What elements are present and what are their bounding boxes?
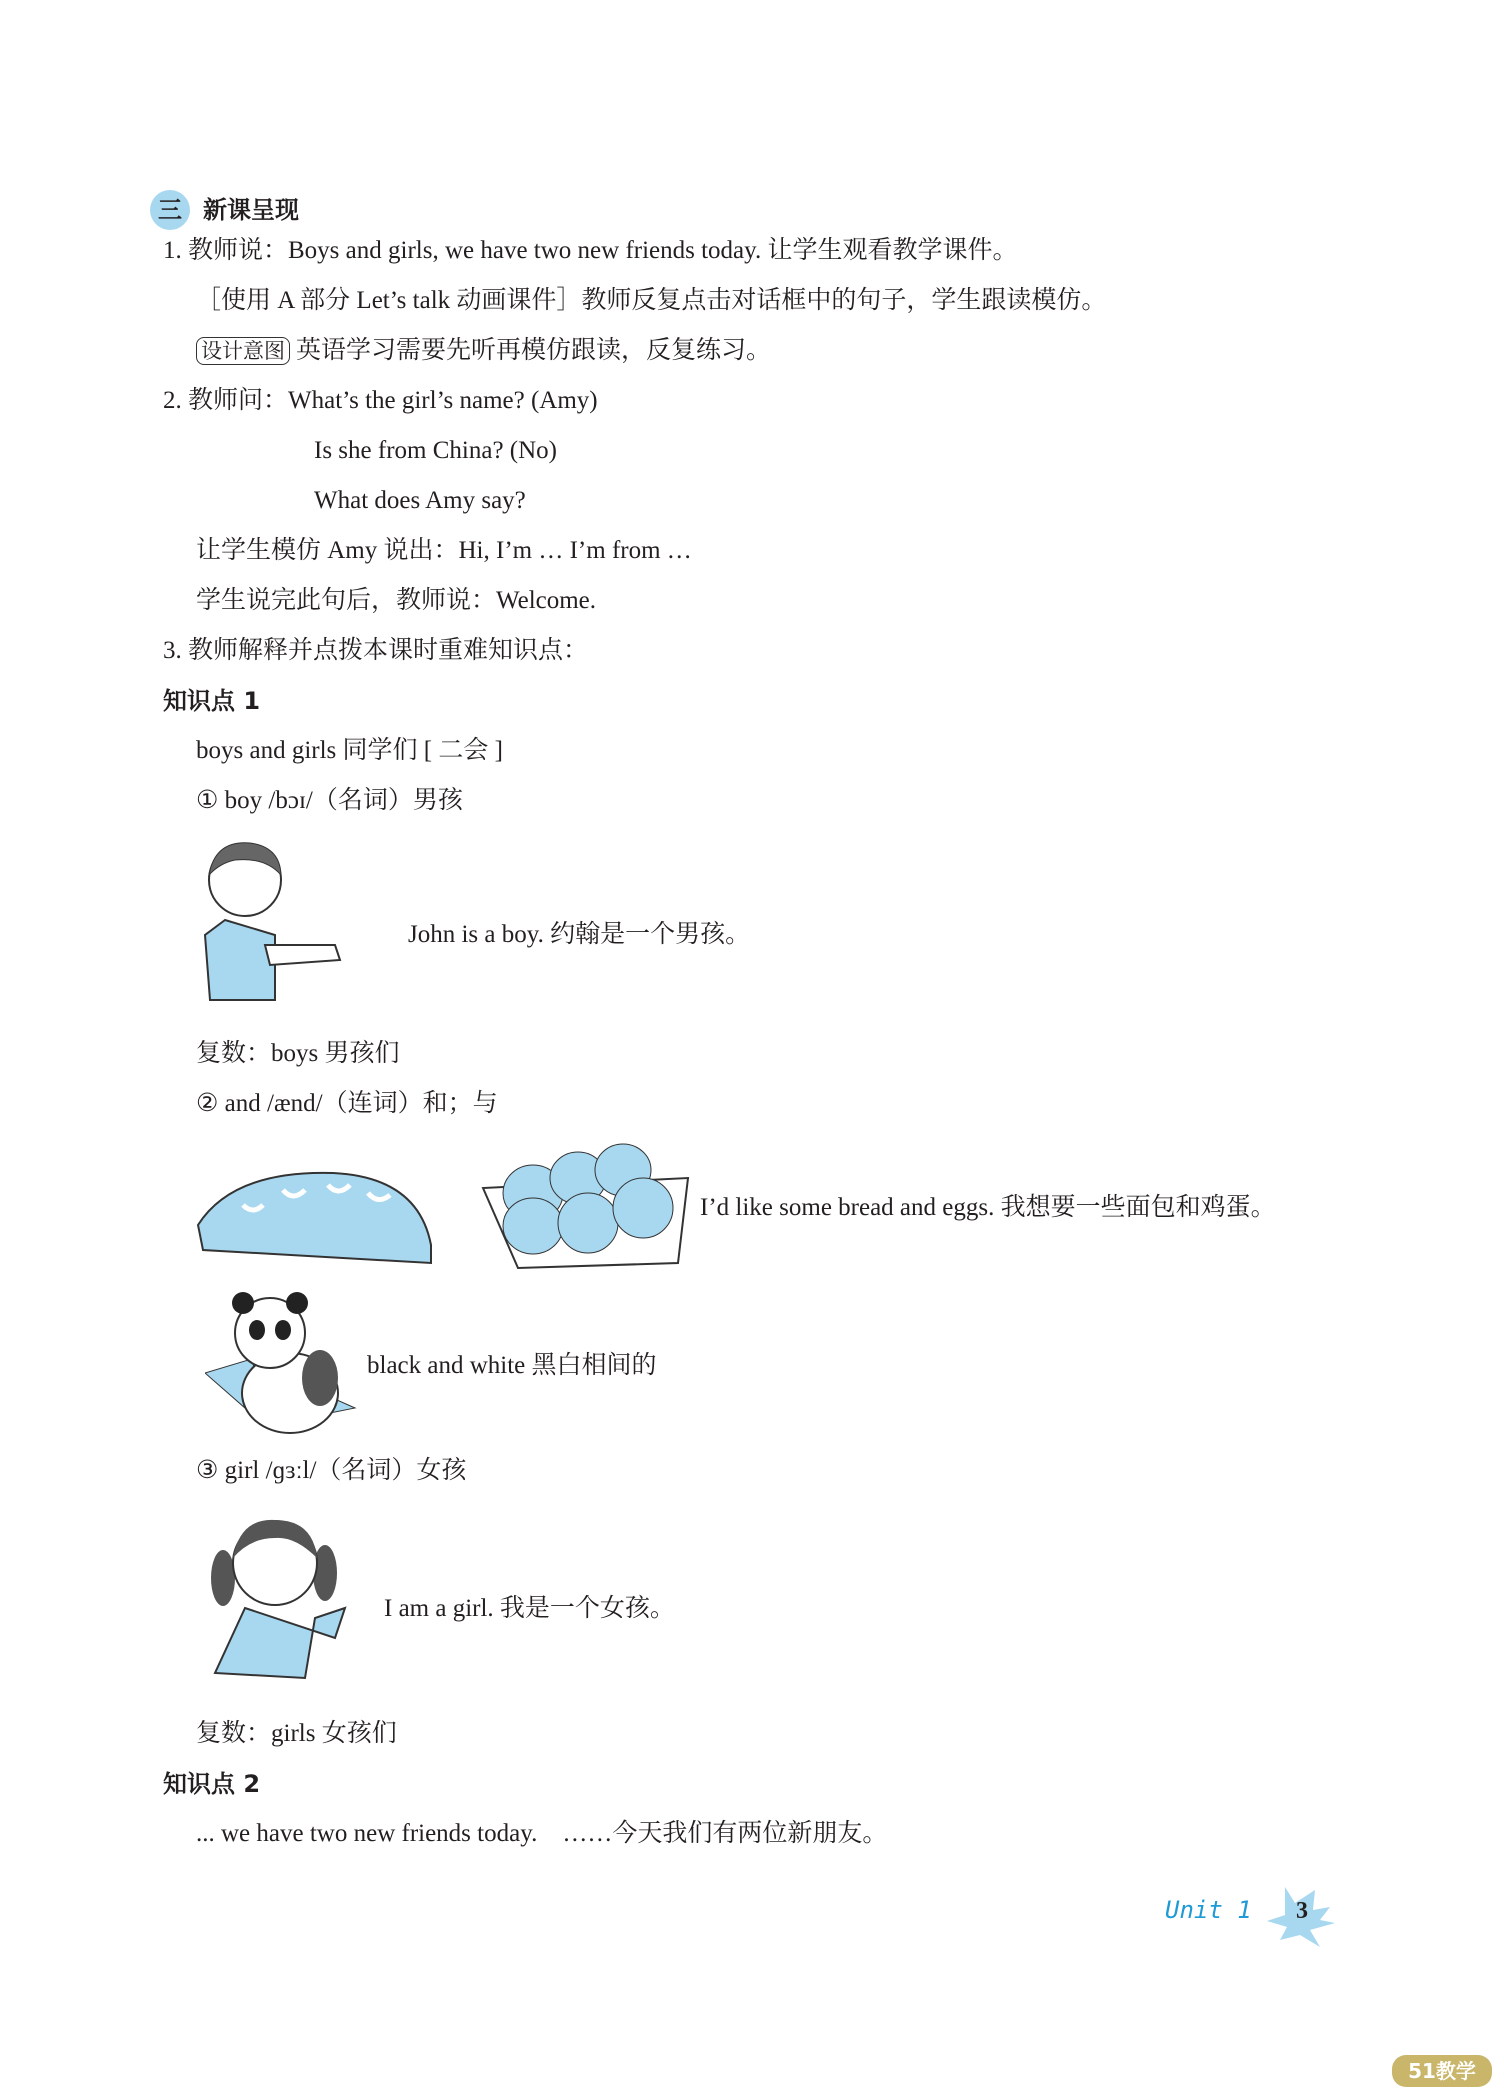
design-intent-badge: 设计意图: [196, 337, 290, 365]
phrase-boys-and-girls: boys and girls 同学们 [ 二会 ]: [196, 737, 503, 764]
section-title: 新课呈现: [203, 196, 299, 224]
girl-plural: 复数：girls 女孩们: [196, 1720, 397, 1747]
boy-example: John is a boy. 约翰是一个男孩。: [408, 921, 751, 948]
and-example-black-white: black and white 黑白相间的: [367, 1352, 657, 1379]
word-boy: ① boy /bɔɪ/（名词）男孩: [196, 787, 463, 814]
step-2-imitate: 让学生模仿 Amy 说出：Hi, I’m … I’m from …: [196, 537, 692, 564]
step-3: 3. 教师解释并点拨本课时重难知识点：: [163, 637, 589, 664]
word-and: ② and /ænd/（连词）和；与: [196, 1090, 498, 1117]
boy-illustration: [195, 835, 345, 1005]
design-intent: [196, 336, 771, 366]
knowledge-point-1-title: 知识点 1: [163, 687, 261, 715]
step-2-welcome: 学生说完此句后，教师说：Welcome.: [196, 587, 597, 614]
watermark-logo: 51教学: [1392, 2055, 1492, 2087]
girl-example: I am a girl. 我是一个女孩。: [384, 1595, 675, 1622]
bread-illustration: [193, 1165, 438, 1270]
and-example-bread-eggs: I’d like some bread and eggs. 我想要一些面包和鸡蛋。: [700, 1194, 1276, 1221]
section-number-badge: 三: [150, 190, 190, 230]
design-intent-text: 英语学习需要先听再模仿跟读，反复练习。: [296, 337, 772, 364]
step-1-courseware: ［使用 A 部分 Let’s talk 动画课件］教师反复点击对话框中的句子，学生跟读模仿。: [196, 287, 1107, 314]
step-2: 2. 教师问：What’s the girl’s name? (Amy): [163, 387, 598, 414]
girl-illustration: [205, 1508, 355, 1683]
knowledge-point-2-title: 知识点 2: [163, 1770, 261, 1798]
word-girl: ③ girl /ɡɜːl/（名词）女孩: [196, 1457, 467, 1484]
unit-label: Unit 1: [1165, 1896, 1252, 1924]
panda-illustration: [205, 1288, 360, 1438]
step-2-q2: Is she from China? (No): [314, 437, 557, 464]
boy-plural: 复数：boys 男孩们: [196, 1040, 400, 1067]
page-number: 3: [1296, 1898, 1308, 1924]
step-2-q3: What does Amy say?: [314, 487, 526, 514]
eggs-illustration: [478, 1138, 693, 1273]
knowledge-point-2-sentence: ... we have two new friends today. ……今天我们有两位新朋友。: [196, 1820, 888, 1847]
step-1: 1. 教师说：Boys and girls, we have two new friends today. 让学生观看教学课件。: [163, 237, 1018, 264]
